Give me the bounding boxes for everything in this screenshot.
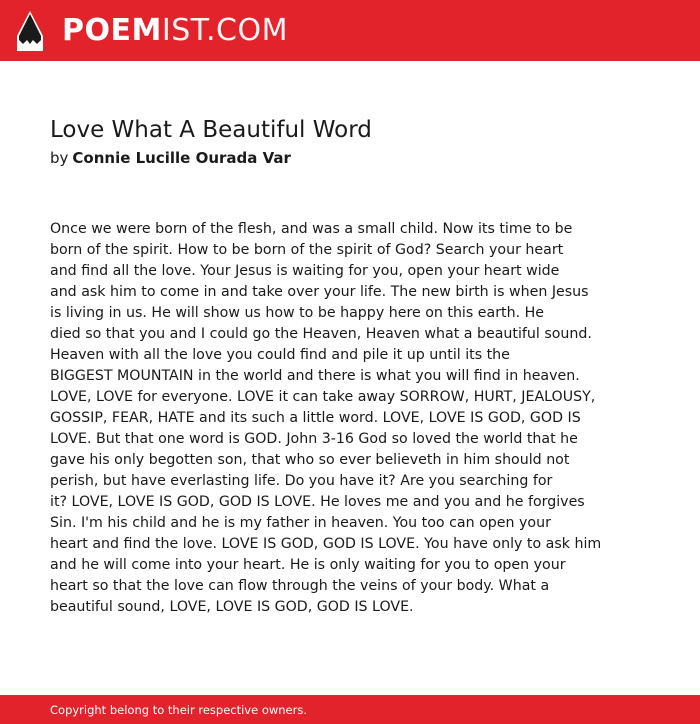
site-logo[interactable] xyxy=(62,12,288,48)
poem-line: LOVE. But that one word is GOD. John 3-16 God so loved the world that he xyxy=(50,431,578,447)
poem-line: died so that you and I could go the Heaven, Heaven what a beautiful sound. xyxy=(50,326,592,342)
pencil-tip-icon[interactable] xyxy=(16,10,44,52)
poem-line: born of the spirit. How to be born of the spirit of God? Search your heart xyxy=(50,242,564,258)
byline xyxy=(50,149,291,167)
poem-body xyxy=(50,219,660,618)
poem-line: perish, but have everlasting life. Do you have it? Are you searching for xyxy=(50,473,553,489)
poem-line: Once we were born of the flesh, and was a small child. Now its time to be xyxy=(50,221,573,237)
poem-line: beautiful sound, LOVE, LOVE IS GOD, GOD IS LOVE. xyxy=(50,599,414,615)
poem-line: and ask him to come in and take over your life. The new birth is when Jesus xyxy=(50,284,589,300)
site-header xyxy=(0,0,700,61)
poem-line: is living in us. He will show us how to be happy here on this earth. He xyxy=(50,305,545,321)
author-name: Connie Lucille Ourada Var xyxy=(72,149,291,167)
site-footer xyxy=(0,695,700,724)
copyright-text: Copyright belong to their respective owners. xyxy=(50,702,308,717)
poem-line: heart and find the love. LOVE IS GOD, GOD IS LOVE. You have only to ask him xyxy=(50,536,602,552)
by-label: by xyxy=(50,149,69,167)
poem-line: and find all the love. Your Jesus is waiting for you, open your heart wide xyxy=(50,263,560,279)
poem-title: Love What A Beautiful Word xyxy=(50,117,372,143)
poem-line: GOSSIP, FEAR, HATE and its such a little word. LOVE, LOVE IS GOD, GOD IS xyxy=(50,410,581,426)
poem-line: and he will come into your heart. He is only waiting for you to open your xyxy=(50,557,566,573)
poem-line: gave his only begotten son, that who so ever believeth in him should not xyxy=(50,452,570,468)
poem-line: Sin. I'm his child and he is my father in heaven. You too can open your xyxy=(50,515,551,531)
logo-light-text: IST.COM xyxy=(161,12,288,48)
poem-line: LOVE, LOVE for everyone. LOVE it can take away SORROW, HURT, JEALOUSY, xyxy=(50,389,596,405)
poem-line: it? LOVE, LOVE IS GOD, GOD IS LOVE. He loves me and you and he forgives xyxy=(50,494,585,510)
logo-bold-text: POEM xyxy=(62,12,162,48)
poem-line: BIGGEST MOUNTAIN in the world and there is what you will find in heaven. xyxy=(50,368,580,384)
poem-line: heart so that the love can flow through the veins of your body. What a xyxy=(50,578,550,594)
poem-line: Heaven with all the love you could find and pile it up until its the xyxy=(50,347,510,363)
